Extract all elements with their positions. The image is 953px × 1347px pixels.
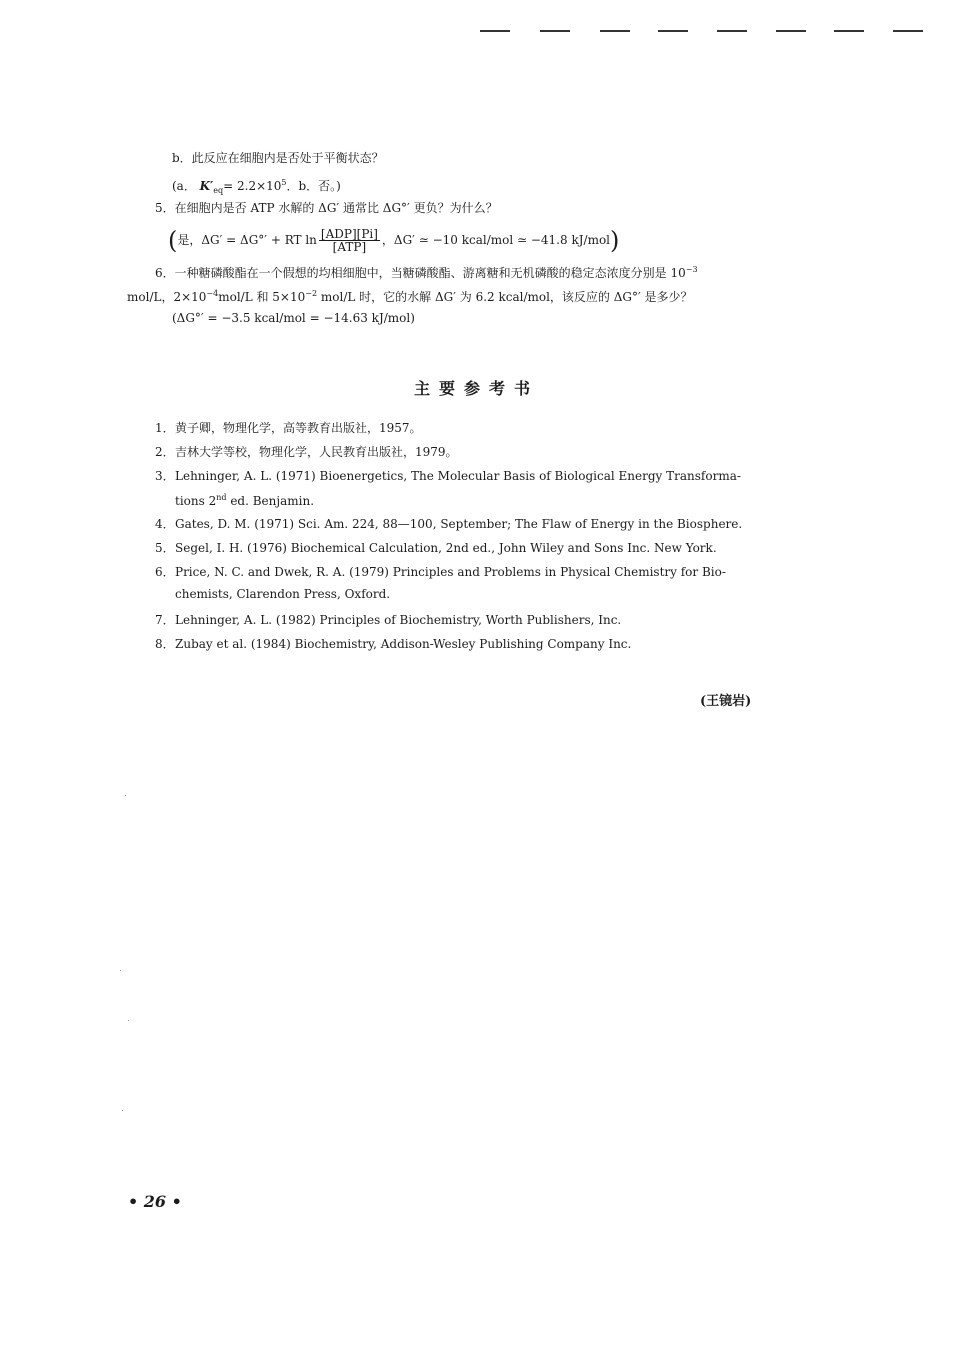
reference-text: 吉林大学等校，物理化学，人民教育出版社，1979。 [175, 445, 458, 459]
question-6-text-1: 一种糖磷酸酯在一个假想的均相细胞中，当糖磷酸酯、游离糖和无机磷酸的稳定态浓度分别是 10 [174, 266, 686, 280]
formula-result: ，ΔG′ ≃ −10 kcal/mol ≃ −41.8 kJ/mol [381, 233, 611, 247]
fraction-numerator: [ADP][Pi] [320, 227, 378, 241]
question-6-text-2c: mol/L 时，它的水解 ΔG′ 为 6.2 kcal/mol，该反应的 ΔG°′ 是多少？ [317, 290, 693, 304]
reference-item [155, 612, 815, 628]
fraction-denominator: [ATP] [332, 240, 367, 254]
reference-text: Segel, I. H. (1976) Biochemical Calculation, 2nd ed., John Wiley and Sons Inc. New York. [175, 541, 717, 555]
page-number: • 26 • [128, 1192, 182, 1211]
reference-continuation [155, 490, 815, 509]
reference-item [155, 564, 815, 602]
scan-speck [120, 970, 121, 971]
header-dash-rule [480, 30, 940, 32]
formula-prefix: 是，ΔG′ = ΔG°′ + RT ln [177, 233, 317, 247]
exponent: −3 [685, 265, 698, 274]
reference-number: 6． [155, 565, 175, 579]
header-dash [658, 30, 688, 32]
reference-text: Zubay et al. (1984) Biochemistry, Addison-Wesley Publishing Company Inc. [175, 637, 632, 651]
question-5-number: 5． [155, 201, 175, 215]
reference-text: Lehninger, A. L. (1971) Bioenergetics, The Molecular Basis of Biological Energy Transforma- [175, 469, 741, 483]
reference-item [155, 540, 815, 556]
k-symbol: K′ [199, 179, 214, 193]
question-6-line-2 [127, 286, 693, 305]
reference-number: 2． [155, 445, 175, 459]
scan-speck [122, 1110, 123, 1111]
k-exponent: 5 [281, 178, 287, 187]
question-6-line-1 [155, 262, 698, 281]
reference-text: 黄子卿，物理化学，高等教育出版社，1957。 [175, 421, 422, 435]
reference-number: 5． [155, 541, 175, 555]
header-dash [600, 30, 630, 32]
reference-item [155, 636, 815, 652]
header-dash [480, 30, 510, 32]
exercise-b-question-text: b．此反应在细胞内是否处于平衡状态？ [172, 151, 384, 165]
concentration-fraction [319, 228, 380, 253]
reference-item [155, 444, 815, 460]
reference-number: 8． [155, 637, 175, 651]
question-6-answer-text: (ΔG°′ = −3.5 kcal/mol = −14.63 kJ/mol) [172, 311, 415, 325]
exponent: −4 [206, 289, 219, 298]
scan-speck [125, 795, 126, 796]
answer-suffix: ．b．否。) [286, 179, 341, 193]
question-5-answer [168, 228, 619, 253]
reference-number: 4． [155, 517, 175, 531]
reference-cont-text: tions 2 [175, 494, 217, 508]
header-dash [834, 30, 864, 32]
header-dash [717, 30, 747, 32]
section-heading: 主要参考书 [413, 379, 539, 398]
reference-cont-text: ed. Benjamin. [226, 494, 315, 508]
reference-number: 1． [155, 421, 175, 435]
close-paren: ) [610, 226, 620, 255]
reference-item [155, 516, 815, 532]
reference-text: Lehninger, A. L. (1982) Principles of Biochemistry, Worth Publishers, Inc. [175, 613, 622, 627]
exercise-b-answer [172, 175, 341, 199]
question-6-text-2a: mol/L，2×10 [127, 290, 207, 304]
question-6-number: 6． [155, 266, 175, 280]
reference-text: Price, N. C. and Dwek, R. A. (1979) Principles and Problems in Physical Chemistry for Bio- [175, 565, 726, 579]
header-dash [776, 30, 806, 32]
author-signature: (王镜岩) [700, 694, 752, 709]
reference-number: 3． [155, 469, 175, 483]
question-6-answer [172, 310, 415, 326]
reference-continuation: chemists, Clarendon Press, Oxford. [175, 587, 391, 601]
question-6-text-2b: mol/L 和 5×10 [218, 290, 306, 304]
question-5-text: 在细胞内是否 ATP 水解的 ΔG′ 通常比 ΔG°′ 更负？为什么？ [174, 201, 498, 215]
reference-item [155, 468, 815, 509]
reference-item [155, 420, 815, 436]
header-dash [540, 30, 570, 32]
reference-text: Gates, D. M. (1971) Sci. Am. 224, 88—100, September; The Flaw of Energy in the Biosphere. [175, 517, 743, 531]
header-dash [893, 30, 923, 32]
question-5 [155, 200, 498, 216]
exercise-b-question [172, 150, 384, 166]
k-value: = 2.2×10 [223, 179, 282, 193]
exponent: −2 [305, 289, 318, 298]
k-subscript: eq [213, 186, 224, 195]
open-paren: ( [168, 226, 178, 255]
ordinal-suffix: nd [216, 493, 227, 502]
answer-prefix: (a． [172, 179, 196, 193]
reference-number: 7． [155, 613, 175, 627]
scan-speck [128, 1020, 129, 1021]
